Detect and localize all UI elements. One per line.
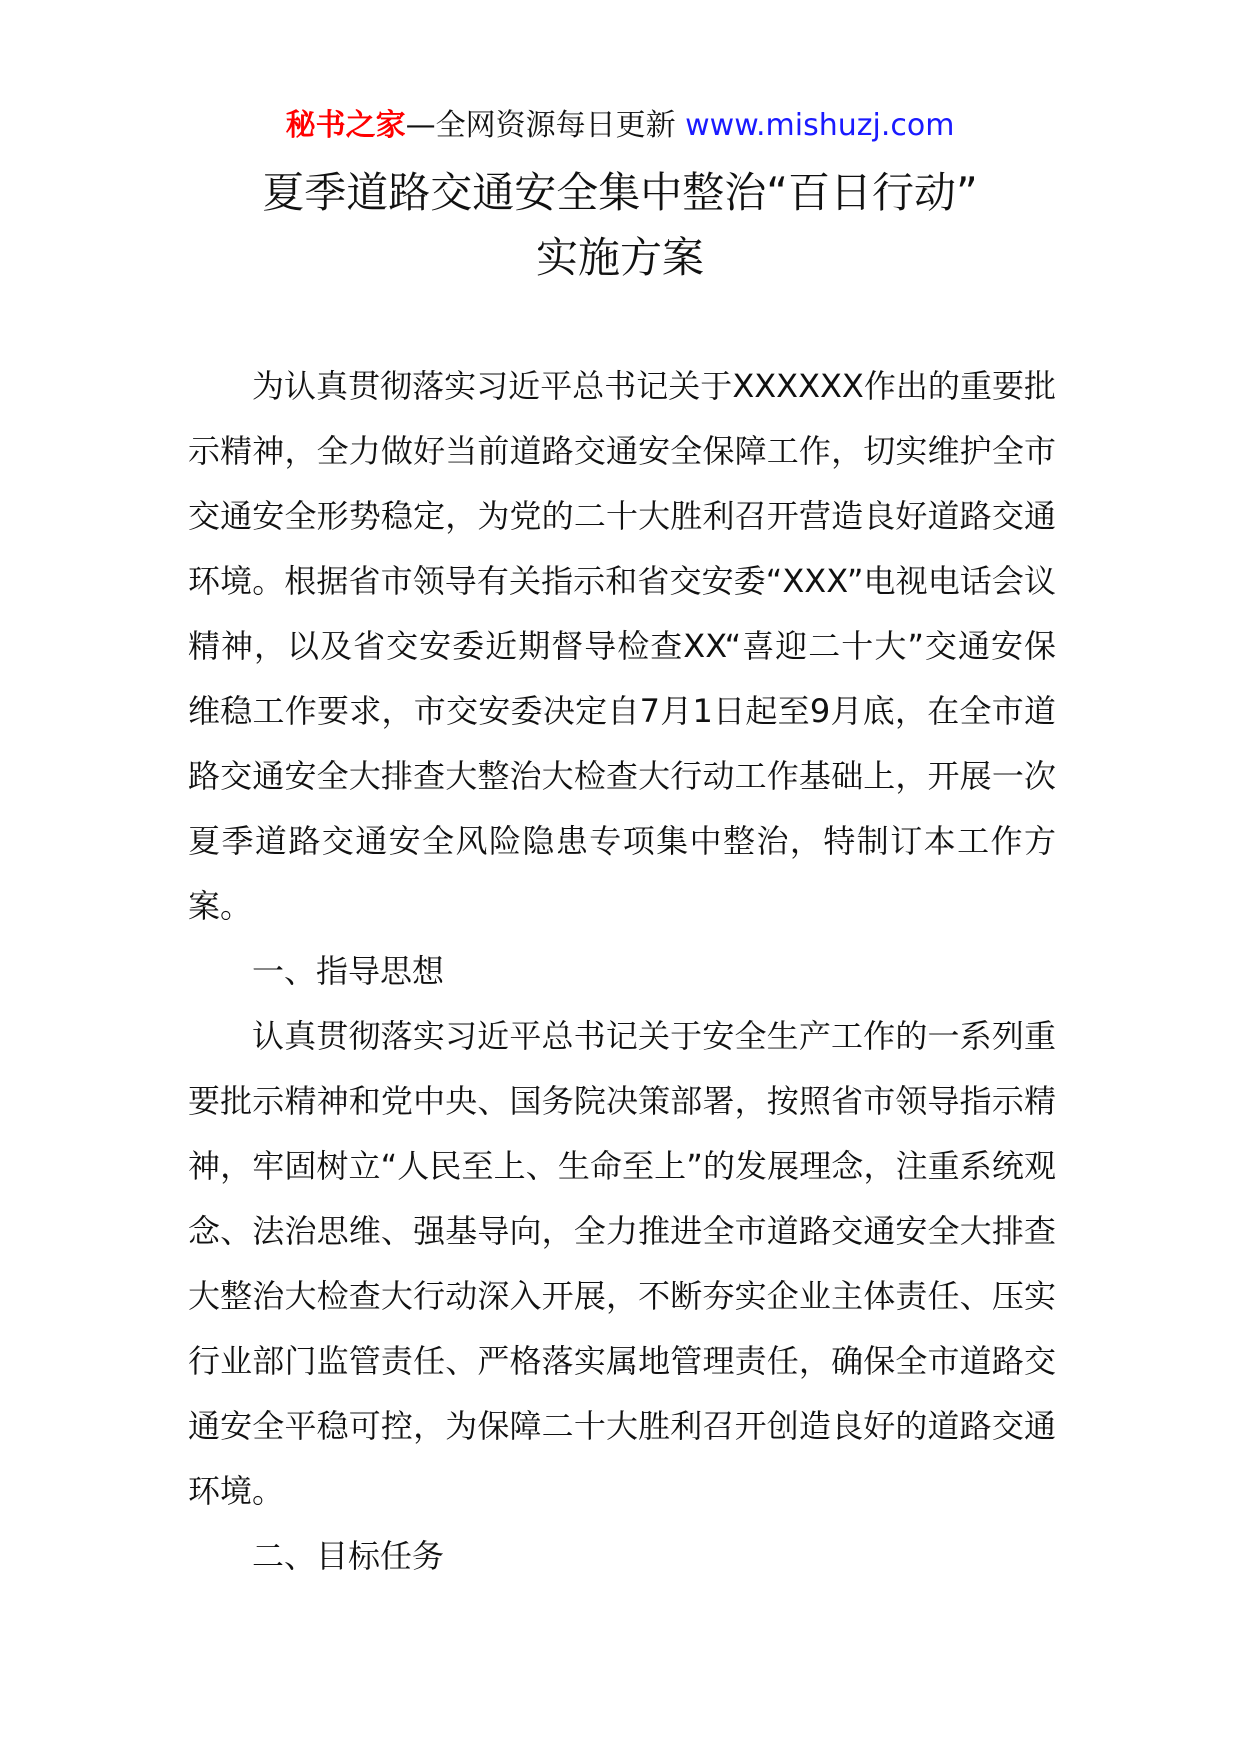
header-tagline: —全网资源每日更新 bbox=[405, 108, 686, 143]
document-title-line-1: 夏季道路交通安全集中整治“百日行动” bbox=[262, 168, 978, 217]
site-url-link[interactable]: www.mishuzj.com bbox=[685, 108, 955, 143]
section-heading-goals-tasks: 二、目标任务 bbox=[252, 1537, 445, 1575]
document-body bbox=[188, 354, 1056, 1589]
intro-paragraph: 为认真贯彻落实习近平总书记关于XXXXXX作出的重要批示精神，全力做好当前道路交通安全保障工作，切实维护全市交通安全形势稳定，为党的二十大胜利召开营造良好道路交通环境。根据省市领导有关指示和省交安委“XXX”电视电话会议精神，以及省交安委近期督导检查XX“喜迎二十大”交通安保维稳工作要求，市交安委决定自7月1日起至9月底，在全市道路交通安全大排查大整治大检查大行动工作基础上，开展一次夏季道路交通安全风险隐患专项集中整治，特制订本工作方案。 bbox=[188, 367, 1056, 925]
section-heading-guiding-ideology: 一、指导思想 bbox=[252, 952, 445, 990]
document-title bbox=[0, 160, 1240, 290]
brand-name: 秘书之家 bbox=[285, 108, 406, 143]
section-paragraph-guiding-ideology: 认真贯彻落实习近平总书记关于安全生产工作的一系列重要批示精神和党中央、国务院决策部署，按照省市领导指示精神，牢固树立“人民至上、生命至上”的发展理念，注重系统观念、法治思维、强基导向，全力推进全市道路交通安全大排查大整治大检查大行动深入开展，不断夯实企业主体责任、压实行业部门监管责任、严格落实属地管理责任，确保全市道路交通安全平稳可控，为保障二十大胜利召开创造良好的道路交通环境。 bbox=[188, 1017, 1056, 1510]
document-title-line-2: 实施方案 bbox=[535, 233, 704, 282]
header-banner bbox=[0, 104, 1240, 148]
